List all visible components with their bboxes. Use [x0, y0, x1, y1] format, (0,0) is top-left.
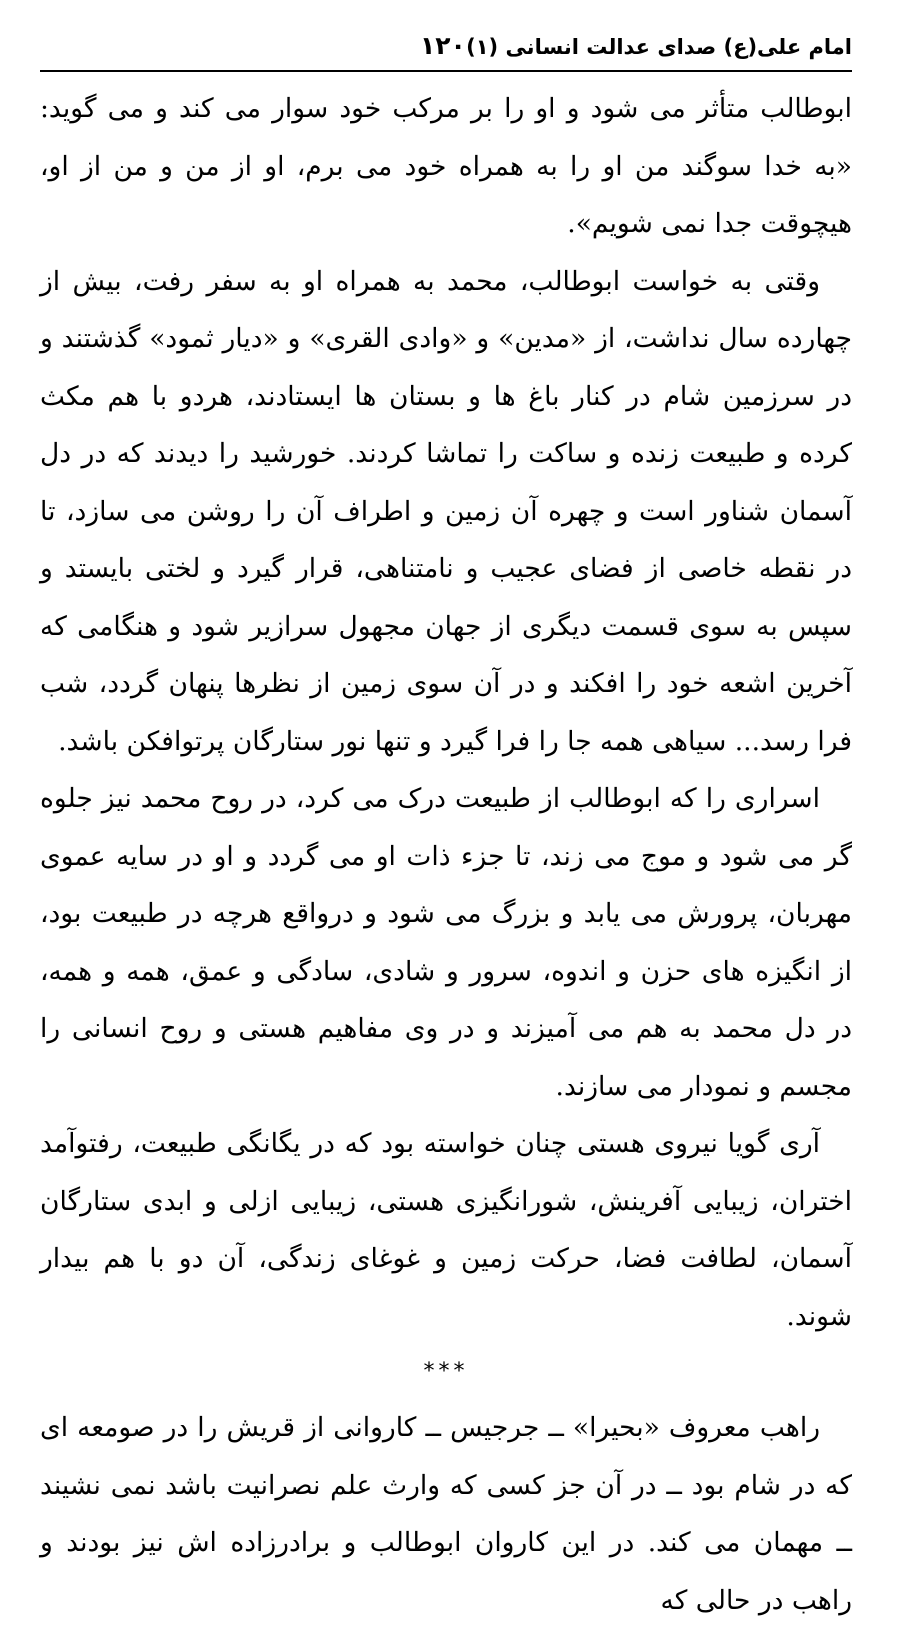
paragraph: اسراری را که ابوطالب از طبیعت درک می کرد، در روح محمد نیز جلوه گر می شود و موج می زند، تا جزء ذات او می گردد و او در سایه عموی مهربان، پرورش می یابد و بزرگ می شود و درواقع هرچه در طبیعت بود، از انگیزه های حزن و اندوه، سرور و شادی، سادگی و عمق، همه و همه، در دل محمد به هم می آمیزند و در وی مفاهیم هستی و روح انسانی را مجسم و نمودار می سازند. [40, 783, 852, 1102]
section-separator: *** [423, 1359, 469, 1384]
paragraph: ابوطالب متأثر می شود و او را بر مرکب خود سوار می کند و می گوید: «به خدا سوگند من او را به همراه خود می برم، او از من و من از او، هیچوقت جدا نمی شویم». [40, 93, 852, 239]
body-text [40, 80, 852, 1629]
book-page [40, 20, 852, 1629]
paragraph: راهب معروف «بحیرا» ــ جرجیس ــ کاروانی از قریش را در صومعه ای که در شام بود ــ در آن جز کسی که وارث علم نصرانیت باشد نمی نشیند ــ مهمان می کند. در این کاروان ابوطالب و برادرزاده اش نیز بودند و راهب در حالی که [40, 1412, 852, 1616]
page-number: ۱۲۰ [420, 31, 466, 60]
running-title: امام علی(ع) صدای عدالت انسانی (۱) [466, 35, 852, 59]
page-header [40, 20, 852, 72]
paragraph: وقتی به خواست ابوطالب، محمد به همراه او به سفر رفت، بیش از چهارده سال نداشت، از «مدین» و «وادی القری» و «دیار ثمود» گذشتند و در سرزمین شام در کنار باغ ها و بستان ها ایستادند، هردو با هم مکث کرده و طبیعت زنده و ساکت را تماشا کردند. خورشید را دیدند که در دل آسمان شناور است و چهره آن زمین و اطراف آن را روشن می سازد، تا در نقطه خاصی از فضای عجیب و نامتناهی، قرار گیرد و لختی بایستد و سپس به سوی قسمت دیگری از جهان مجهول سرازیر شود و هنگامی که آخرین اشعه خود را افکند و در آن سوی زمین از نظرها پنهان گردد، شب فرا رسد... سیاهی همه جا را فرا گیرد و تنها نور ستارگان پرتوافکن باشد. [40, 265, 852, 757]
paragraph: آری گویا نیروی هستی چنان خواسته بود که در یگانگی طبیعت، رفتوآمد اختران، زیبایی آفرینش، شورانگیزی هستی، زیبایی ازلی و ابدی ستارگان آسمان، لطافت فضا، حرکت زمین و غوغای زندگی، آن دو با هم بیدار شوند. [40, 1128, 852, 1332]
